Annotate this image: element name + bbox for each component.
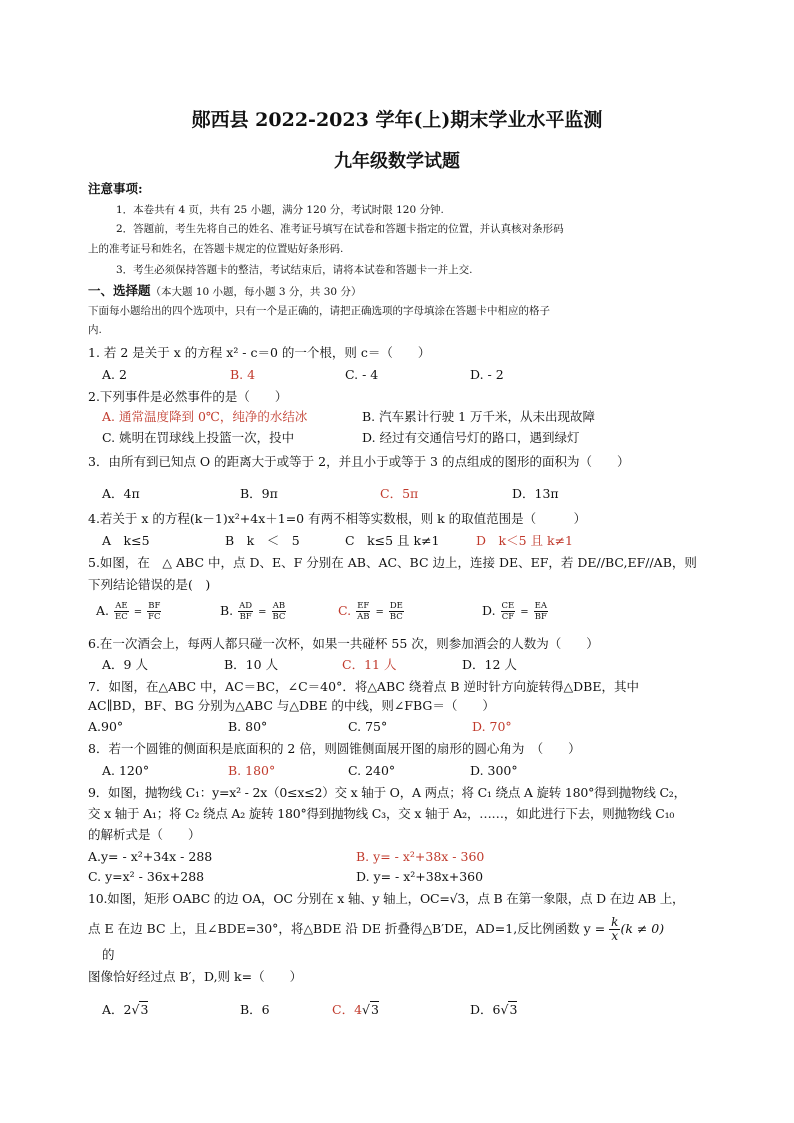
q6-option-d: D．12 人 bbox=[462, 657, 517, 672]
section-desc: （本大题 10 小题，每小题 3 分，共 30 分） bbox=[150, 286, 362, 298]
q10-stem-2: 点 E 在边 BC 上，且∠BDE=30°，将△BDE 沿 DE 折叠得△B′DE，AD=1,反比例函数 y = $\frac{k}{x}$ (k ≠ 0) bbox=[88, 915, 665, 943]
q1-option-d: D. - 2 bbox=[470, 367, 504, 382]
q7-option-d: D. 70° bbox=[472, 719, 512, 734]
q7-option-c: C. 75° bbox=[348, 719, 388, 734]
q3-option-b: B．9π bbox=[240, 486, 278, 501]
q3-stem: 3．由所有到已知点 O 的距离大于或等于 2，并且小于或等于 3 的点组成的图形的面积为（ ） bbox=[88, 454, 630, 469]
q3-option-d: D．13π bbox=[512, 486, 559, 501]
q8-option-c: C. 240° bbox=[348, 763, 396, 778]
q6-stem: 6.在一次酒会上，每两人都只碰一次杯，如果一共碰杯 55 次，则参加酒会的人数为（ ） bbox=[88, 636, 599, 651]
q5-option-a: A. $\frac{AE}{EC}$ = $\frac{BF}{FC}$ bbox=[96, 601, 161, 622]
q10-option-b: B．6 bbox=[240, 1002, 270, 1017]
section-title: 一、选择题 bbox=[88, 283, 151, 298]
q5-stem-1: 5.如图，在 △ ABC 中，点 D、E、F 分别在 AB、AC、BC 边上，连接 DE、EF，若 DE//BC,EF//AB，则 bbox=[88, 555, 697, 570]
exam-title: 郧西县 2022-2023 学年(上)期末学业水平监测 bbox=[191, 109, 603, 131]
q1-stem: 1. 若 2 是关于 x 的方程 x² - c＝0 的一个根，则 c＝（ ） bbox=[88, 345, 431, 360]
q9-stem-2: 交 x 轴于 A₁；将 C₂ 绕点 A₂ 旋转 180°得到抛物线 C₃，交 x 轴于 A₂，……，如此进行下去，则抛物线 C₁₀ bbox=[88, 806, 675, 821]
notice-item-2b: 上的准考证号和姓名，在答题卡规定的位置贴好条形码. bbox=[88, 243, 344, 255]
q10-option-a: A．2√3 bbox=[102, 1002, 149, 1017]
q4-option-b: B k ＜ 5 bbox=[225, 533, 300, 548]
q6-option-a: A．9 人 bbox=[102, 657, 148, 672]
notice-item-2a: 2．答题前，考生先将自己的姓名、准考证号填写在试卷和答题卡指定的位置，并认真核对条形码 bbox=[116, 223, 564, 235]
q4-stem: 4.若关于 x 的方程(k－1)x²+4x＋1=0 有两不相等实数根，则 k 的取值范围是（ ） bbox=[88, 511, 587, 526]
q2-option-c: C. 姚明在罚球线上投篮一次，投中 bbox=[102, 430, 295, 445]
q9-stem-3: 的解析式是（ ） bbox=[88, 827, 201, 842]
q8-option-a: A. 120° bbox=[102, 763, 150, 778]
q5-option-c: C. $\frac{EF}{AB}$ = $\frac{DE}{BC}$ bbox=[338, 601, 403, 622]
q9-option-b: B. y= - x²+38x - 360 bbox=[356, 849, 485, 864]
q4-option-a: A k≤5 bbox=[102, 533, 150, 548]
q8-option-d: D. 300° bbox=[470, 763, 518, 778]
q5-stem-2: 下列结论错误的是( ) bbox=[88, 577, 211, 592]
q1-option-c: C. - 4 bbox=[345, 367, 379, 382]
q1-option-b: B. 4 bbox=[230, 367, 256, 382]
q6-option-b: B．10 人 bbox=[224, 657, 279, 672]
q2-stem: 2.下列事件是必然事件的是（ ） bbox=[88, 389, 288, 404]
q8-stem: 8．若一个圆锥的侧面积是底面积的 2 倍，则圆锥侧面展开图的扇形的圆心角为 （ ） bbox=[88, 741, 581, 756]
q4-option-d: D k＜5 且 k≠1 bbox=[476, 533, 573, 548]
q10-stem-3: 图像恰好经过点 B′，D,则 k=（ ） bbox=[88, 969, 303, 984]
section-intro-1: 下面每小题给出的四个选项中，只有一个是正确的，请把正确选项的字母填涂在答题卡中相应的格子 bbox=[88, 305, 550, 317]
q10-stem-1: 10.如图，矩形 OABC 的边 OA，OC 分别在 x 轴、y 轴上，OC=√3，点 B 在第一象限，点 D 在边 AB 上， bbox=[88, 891, 685, 906]
q9-option-d: D. y= - x²+38x+360 bbox=[356, 869, 484, 884]
q5-option-b: B. $\frac{AD}{BF}$ = $\frac{AB}{BC}$ bbox=[220, 601, 286, 622]
q6-option-c: C．11 人 bbox=[342, 657, 397, 672]
q2-option-d: D. 经过有交通信号灯的路口，遇到绿灯 bbox=[362, 430, 580, 445]
q7-option-a: A.90° bbox=[88, 719, 124, 734]
q9-option-c: C. y=x² - 36x+288 bbox=[88, 869, 205, 884]
q10-option-c: C．4√3 bbox=[332, 1002, 379, 1017]
exam-subtitle: 九年级数学试题 bbox=[334, 151, 460, 172]
section-heading bbox=[88, 283, 361, 300]
q9-stem-1: 9．如图，抛物线 C₁：y=x² - 2x（0≤x≤2）交 x 轴于 O，A 两点；将 C₁ 绕点 A 旋转 180°得到抛物线 C₂， bbox=[88, 785, 686, 800]
q10-fraction: $\frac{k}{x}$ bbox=[611, 915, 619, 943]
q2-option-b: B. 汽车累计行驶 1 万千米，从未出现故障 bbox=[362, 409, 596, 424]
q7-stem-1: 7．如图，在△ABC 中，AC＝BC，∠C＝40°．将△ABC 绕着点 B 逆时针方向旋转得△DBE，其中 bbox=[88, 679, 639, 694]
q8-option-b: B. 180° bbox=[228, 763, 276, 778]
notice-item-1: 1．本卷共有 4 页，共有 25 小题，满分 120 分，考试时限 120 分钟. bbox=[116, 204, 444, 216]
q10-option-d: D．6√3 bbox=[470, 1002, 518, 1017]
q5-option-d: D. $\frac{CE}{CF}$ = $\frac{EA}{BF}$ bbox=[482, 601, 547, 622]
q10-stem-2b: 的 bbox=[102, 947, 115, 962]
q7-option-b: B. 80° bbox=[228, 719, 268, 734]
section-intro-2: 内. bbox=[88, 324, 102, 336]
notice-item-3: 3．考生必须保持答题卡的整洁，考试结束后，请将本试卷和答题卡一并上交. bbox=[116, 264, 473, 276]
q2-option-a: A. 通常温度降到 0℃，纯净的水结冰 bbox=[102, 409, 308, 424]
q7-stem-2: AC∥BD，BF、BG 分别为△ABC 与△DBE 的中线，则∠FBG＝（ ） bbox=[88, 698, 495, 713]
q1-option-a: A. 2 bbox=[102, 367, 127, 382]
q3-option-c: C．5π bbox=[380, 486, 419, 501]
q4-option-c: C k≤5 且 k≠1 bbox=[345, 533, 440, 548]
q9-option-a: A.y= - x²+34x - 288 bbox=[88, 849, 213, 864]
q3-option-a: A．4π bbox=[102, 486, 140, 501]
notice-heading: 注意事项: bbox=[88, 181, 143, 196]
